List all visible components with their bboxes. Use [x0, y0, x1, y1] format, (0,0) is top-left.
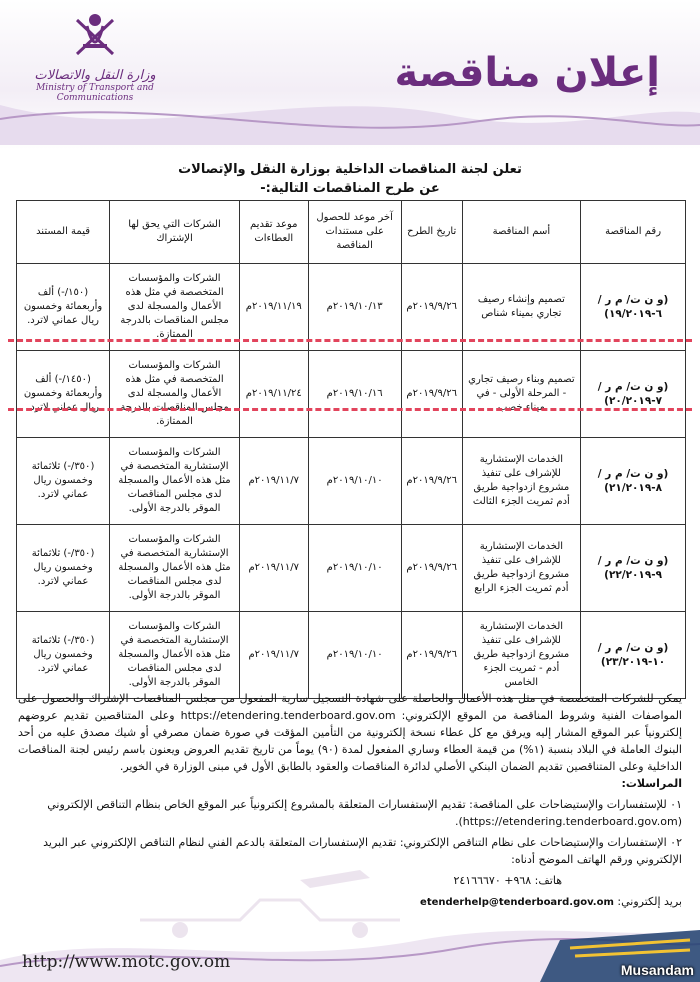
intro-line-1: تعلن لجنة المناقصات الداخلية بوزارة النقل والإتصالات	[178, 162, 522, 177]
red-dashed-divider	[8, 408, 692, 411]
doc-price: (٣٥٠/-) ثلاثمائة وخمسون ريال عماني لاترد.	[17, 612, 110, 699]
submit-date: ٢٠١٩/١١/٢٤م	[239, 351, 308, 438]
issue-date: ٢٠١٩/٩/٢٦م	[401, 351, 462, 438]
inquiry-item-2: ٠٢ الإستفسارات والإستيضاحات على نظام التناقص الإلكتروني: تقديم الإستفسارات المتعلقة بالدعم الفني لنظام التناقص الإلكتروني عبر البريد الإلكتروني ورقم الهاتف الموضح أدناه:	[43, 836, 682, 866]
ministry-name-ar: وزارة النقل والاتصالات	[34, 68, 156, 83]
phone-line: هاتف: ٩٦٨+ ٢٤١٦٦٦٧٠	[453, 874, 562, 887]
doc-price: (١٥٠/-) ألف وأربعمائة وخمسون ريال عماني لاترد.	[17, 264, 110, 351]
email-address[interactable]: etenderhelp@tenderboard.gov.om	[420, 897, 614, 908]
page-title: إعلان مناقصة	[394, 50, 660, 96]
intro-text	[0, 160, 700, 198]
inquiry-item-1: ٠١ للإستفسارات والإستيضاحات على المناقصة: تقديم الإستفسارات المتعلقة بالمشروع إلكترونياً عبر الموقع الخاص بنظام التناقص الإلكتروني (https://etendering.tenderboard.gov.om).	[47, 798, 682, 828]
header-tender-no: رقم المناقصة	[581, 201, 686, 264]
tender-name: تصميم وبناء رصيف تجاري - المرحلة الأولى - في ميناء خصب	[462, 351, 581, 438]
header-last-date: آخر موعد للحصول على مستندات المناقصة	[308, 201, 401, 264]
last-date: ٢٠١٩/١٠/١٠م	[308, 612, 401, 699]
tender-no: (و ن ت/ م ر /٧-٢٠/٢٠١٩)	[581, 351, 686, 438]
tenders-table	[16, 200, 686, 699]
submit-date: ٢٠١٩/١١/٧م	[239, 438, 308, 525]
eligible-companies: الشركات والمؤسسات المتخصصة في مثل هذه الأعمال والمسجلة لدى مجلس المناقصات بالدرجة الممتازة.	[110, 264, 240, 351]
eligible-companies: الشركات والمؤسسات المتخصصة في مثل هذه الأعمال والمسجلة لدى مجلس المناقصات بالدرجة الممتازة.	[110, 351, 240, 438]
tender-no: (و ن ت/ م ر /١٠-٢٣/٢٠١٩)	[581, 612, 686, 699]
submit-date: ٢٠١٩/١١/٧م	[239, 525, 308, 612]
issue-date: ٢٠١٩/٩/٢٦م	[401, 525, 462, 612]
submit-date: ٢٠١٩/١١/١٩م	[239, 264, 308, 351]
email-label: بريد إلكتروني:	[617, 895, 682, 908]
tender-no: (و ن ت/ م ر /٨-٢١/٢٠١٩)	[581, 438, 686, 525]
eligible-companies: الشركات والمؤسسات الإستشارية المتخصصة في مثل هذه الأعمال والمسجلة لدى مجلس المناقصات الموقر بالدرجة الأولى.	[110, 612, 240, 699]
last-date: ٢٠١٩/١٠/١٠م	[308, 525, 401, 612]
red-dashed-divider	[8, 339, 692, 342]
tender-name: الخدمات الإستشارية للإشراف على تنفيذ مشروع ازدواجية طريق أدم ثمريت الجزء الرابع	[462, 525, 581, 612]
ministry-logo	[20, 6, 170, 116]
ministry-name-en: Ministry of Transport and Communications	[36, 83, 154, 103]
table-row	[17, 264, 686, 351]
tender-name: الخدمات الإستشارية للإشراف على تنفيذ مشروع ازدواجية طريق أدم ثمريت الجزء الثالث	[462, 438, 581, 525]
tender-no: (و ن ت/ م ر /٩-٢٢/٢٠١٩)	[581, 525, 686, 612]
last-date: ٢٠١٩/١٠/١٠م	[308, 438, 401, 525]
header-eligible: الشركات التي يحق لها الإشتراك	[110, 201, 240, 264]
table-row	[17, 351, 686, 438]
issue-date: ٢٠١٩/٩/٢٦م	[401, 264, 462, 351]
tender-name: تصميم وإنشاء رصيف تجاري بميناء شناص	[462, 264, 581, 351]
eligible-companies: الشركات والمؤسسات الإستشارية المتخصصة في مثل هذه الأعمال والمسجلة لدى مجلس المناقصات الموقر بالدرجة الأولى.	[110, 525, 240, 612]
tender-name: الخدمات الإستشارية للإشراف على تنفيذ مشروع ازدواجية طريق أدم - ثمريت الجزء الخامس	[462, 612, 581, 699]
last-date: ٢٠١٩/١٠/١٣م	[308, 264, 401, 351]
table-row	[17, 525, 686, 612]
table-row	[17, 438, 686, 525]
oman-emblem-icon	[65, 6, 125, 66]
submit-date: ٢٠١٩/١١/٧م	[239, 612, 308, 699]
last-date: ٢٠١٩/١٠/١٦م	[308, 351, 401, 438]
musandam-watermark: Musandam	[620, 962, 694, 978]
doc-price: (١٤٥٠/-) ألف وأربعمائة وخمسون ريال عماني لاترد.	[17, 351, 110, 438]
inquiries-heading: المراسلات:	[621, 777, 682, 790]
header-tender-name: أسم المناقصة	[462, 201, 581, 264]
doc-price: (٣٥٠/-) ثلاثمائة وخمسون ريال عماني لاترد.	[17, 438, 110, 525]
intro-line-2: عن طرح المناقصات التالية:-	[260, 181, 440, 196]
doc-price: (٣٥٠/-) ثلاثمائة وخمسون ريال عماني لاترد.	[17, 525, 110, 612]
header-doc-price: قيمة المستند	[17, 201, 110, 264]
table-row	[17, 612, 686, 699]
header-submit-date: موعد تقديم العطاءات	[239, 201, 308, 264]
issue-date: ٢٠١٩/٩/٢٦م	[401, 612, 462, 699]
body-paragraph: يمكن للشركات المتخصصة في مثل هذه الأعمال والحاصلة على شهادة التسجيل سارية المفعول من مجلس المناقصات الإشتراك والحصول على المواصفات الفنية وشروط المناقصة من الموقع الإلكتروني: https://etendering.tenderboard.gov.om وعلى المتناقصين تقديم عروضهم إلكترونياً عبر الموقع المشار إليه ويرفق مع كل عطاء نسخة إلكترونية من التأمين المؤقت في صورة ضمان مصرفي أو شيك مصدق عليه من أحد البنوك العاملة في البلاد بنسبة (١%) من قيمة العطاء وساري المفعول لمدة (٩٠) يوماً من تاريخ تقديم العروض ويعنون باسم رئيس لجنة المناقصات الداخلية وعلى المتناقصين تقديم الضمان البنكي الأصلي لدائرة المناقصات والعقود بالطابق الأول في مبنى الوزارة في الخوير.	[18, 692, 682, 773]
header-issue-date: تاريخ الطرح	[401, 201, 462, 264]
tender-no: (و ن ت/ م ر /٦-١٩/٢٠١٩)	[581, 264, 686, 351]
table-header-row	[17, 201, 686, 264]
website-link[interactable]: http://www.motc.gov.om	[22, 952, 231, 972]
eligible-companies: الشركات والمؤسسات الإستشارية المتخصصة في مثل هذه الأعمال والمسجلة لدى مجلس المناقصات الموقر بالدرجة الأولى.	[110, 438, 240, 525]
issue-date: ٢٠١٩/٩/٢٦م	[401, 438, 462, 525]
